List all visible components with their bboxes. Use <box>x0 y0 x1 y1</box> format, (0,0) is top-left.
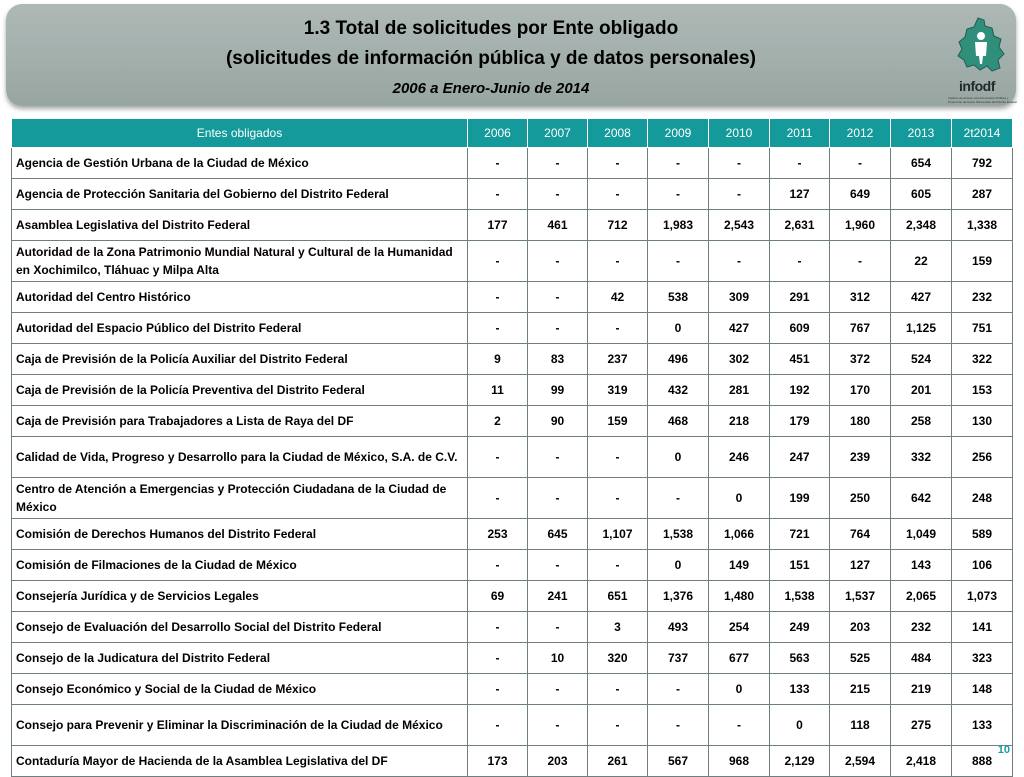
infodf-logo <box>942 16 1020 108</box>
value-cell: 159 <box>952 241 1013 282</box>
column-header-year: 2013 <box>891 119 952 148</box>
table-row <box>12 179 1013 210</box>
value-cell: 605 <box>891 179 952 210</box>
value-cell: 302 <box>709 344 770 375</box>
table-row <box>12 478 1013 519</box>
value-cell: - <box>468 179 528 210</box>
table-row <box>12 148 1013 179</box>
value-cell: 241 <box>528 581 588 612</box>
value-cell: 319 <box>588 375 648 406</box>
value-cell: 645 <box>528 519 588 550</box>
value-cell: - <box>648 478 709 519</box>
value-cell: 524 <box>891 344 952 375</box>
value-cell: 484 <box>891 643 952 674</box>
value-cell: 291 <box>770 282 830 313</box>
value-cell: 538 <box>648 282 709 313</box>
value-cell: 721 <box>770 519 830 550</box>
table-row <box>12 282 1013 313</box>
value-cell: 9 <box>468 344 528 375</box>
column-header-year: 2012 <box>830 119 891 148</box>
value-cell: - <box>528 313 588 344</box>
value-cell: 767 <box>830 313 891 344</box>
value-cell: 2 <box>468 406 528 437</box>
value-cell: - <box>648 179 709 210</box>
value-cell: 246 <box>709 437 770 478</box>
value-cell: - <box>528 148 588 179</box>
value-cell: - <box>468 313 528 344</box>
value-cell: 1,066 <box>709 519 770 550</box>
value-cell: - <box>468 241 528 282</box>
value-cell: 525 <box>830 643 891 674</box>
value-cell: 2,418 <box>891 746 952 777</box>
value-cell: 90 <box>528 406 588 437</box>
table-row <box>12 705 1013 746</box>
value-cell: 10 <box>528 643 588 674</box>
value-cell: 141 <box>952 612 1013 643</box>
value-cell: - <box>709 705 770 746</box>
value-cell: 215 <box>830 674 891 705</box>
value-cell: 1,049 <box>891 519 952 550</box>
value-cell: 654 <box>891 148 952 179</box>
value-cell: 149 <box>709 550 770 581</box>
mexico-city-map-icon <box>954 16 1010 76</box>
value-cell: 201 <box>891 375 952 406</box>
value-cell: - <box>709 148 770 179</box>
table-row <box>12 241 1013 282</box>
value-cell: 0 <box>709 674 770 705</box>
value-cell: - <box>648 241 709 282</box>
value-cell: 1,376 <box>648 581 709 612</box>
value-cell: 1,538 <box>648 519 709 550</box>
value-cell: 496 <box>648 344 709 375</box>
value-cell: 764 <box>830 519 891 550</box>
value-cell: - <box>468 643 528 674</box>
value-cell: 609 <box>770 313 830 344</box>
table-body <box>12 148 1013 777</box>
table-row <box>12 344 1013 375</box>
value-cell: 69 <box>468 581 528 612</box>
table-row <box>12 643 1013 674</box>
value-cell: 237 <box>588 344 648 375</box>
value-cell: 170 <box>830 375 891 406</box>
entity-name-cell: Consejería Jurídica y de Servicios Legales <box>12 581 468 612</box>
value-cell: - <box>588 478 648 519</box>
value-cell: 2,631 <box>770 210 830 241</box>
value-cell: 1,125 <box>891 313 952 344</box>
value-cell: - <box>528 179 588 210</box>
value-cell: 106 <box>952 550 1013 581</box>
value-cell: 0 <box>648 437 709 478</box>
value-cell: 2,348 <box>891 210 952 241</box>
column-header-year: 2009 <box>648 119 709 148</box>
value-cell: 332 <box>891 437 952 478</box>
value-cell: 451 <box>770 344 830 375</box>
value-cell: 1,537 <box>830 581 891 612</box>
value-cell: 427 <box>891 282 952 313</box>
value-cell: 250 <box>830 478 891 519</box>
value-cell: 258 <box>891 406 952 437</box>
value-cell: - <box>528 612 588 643</box>
value-cell: 1,480 <box>709 581 770 612</box>
value-cell: - <box>830 148 891 179</box>
entity-name-cell: Caja de Previsión de la Policía Preventiva del Distrito Federal <box>12 375 468 406</box>
requests-table <box>11 118 1013 777</box>
value-cell: - <box>528 437 588 478</box>
value-cell: 468 <box>648 406 709 437</box>
value-cell: - <box>648 148 709 179</box>
value-cell: 153 <box>952 375 1013 406</box>
value-cell: 567 <box>648 746 709 777</box>
value-cell: 287 <box>952 179 1013 210</box>
value-cell: 218 <box>709 406 770 437</box>
table-row <box>12 375 1013 406</box>
column-header-year: 2010 <box>709 119 770 148</box>
entity-name-cell: Consejo para Prevenir y Eliminar la Discriminación de la Ciudad de México <box>12 705 468 746</box>
value-cell: 248 <box>952 478 1013 519</box>
table-row <box>12 406 1013 437</box>
value-cell: 232 <box>952 282 1013 313</box>
value-cell: - <box>468 550 528 581</box>
value-cell: 256 <box>952 437 1013 478</box>
value-cell: - <box>528 478 588 519</box>
value-cell: - <box>830 241 891 282</box>
value-cell: 199 <box>770 478 830 519</box>
value-cell: 1,960 <box>830 210 891 241</box>
value-cell: 320 <box>588 643 648 674</box>
value-cell: 312 <box>830 282 891 313</box>
value-cell: - <box>709 241 770 282</box>
value-cell: 589 <box>952 519 1013 550</box>
value-cell: 143 <box>891 550 952 581</box>
value-cell: - <box>528 550 588 581</box>
value-cell: 888 <box>952 746 1013 777</box>
table-row <box>12 746 1013 777</box>
entity-name-cell: Consejo Económico y Social de la Ciudad de México <box>12 674 468 705</box>
value-cell: 133 <box>952 705 1013 746</box>
value-cell: 148 <box>952 674 1013 705</box>
value-cell: 249 <box>770 612 830 643</box>
value-cell: 372 <box>830 344 891 375</box>
value-cell: 173 <box>468 746 528 777</box>
value-cell: - <box>468 437 528 478</box>
value-cell: - <box>588 705 648 746</box>
value-cell: 151 <box>770 550 830 581</box>
value-cell: 649 <box>830 179 891 210</box>
value-cell: 3 <box>588 612 648 643</box>
entity-name-cell: Autoridad del Centro Histórico <box>12 282 468 313</box>
table-row <box>12 437 1013 478</box>
value-cell: - <box>468 148 528 179</box>
page-title: 1.3 Total de solicitudes por Ente obligado <box>303 18 679 39</box>
value-cell: 1,073 <box>952 581 1013 612</box>
value-cell: 0 <box>648 313 709 344</box>
value-cell: 177 <box>468 210 528 241</box>
value-cell: - <box>588 437 648 478</box>
value-cell: - <box>468 612 528 643</box>
value-cell: 323 <box>952 643 1013 674</box>
value-cell: 127 <box>830 550 891 581</box>
value-cell: - <box>588 179 648 210</box>
value-cell: 1,538 <box>770 581 830 612</box>
title-banner <box>6 4 1016 106</box>
value-cell: 493 <box>648 612 709 643</box>
value-cell: 677 <box>709 643 770 674</box>
value-cell: 1,107 <box>588 519 648 550</box>
entity-name-cell: Comisión de Filmaciones de la Ciudad de México <box>12 550 468 581</box>
value-cell: 130 <box>952 406 1013 437</box>
value-cell: 2,594 <box>830 746 891 777</box>
value-cell: 309 <box>709 282 770 313</box>
value-cell: 239 <box>830 437 891 478</box>
value-cell: 461 <box>528 210 588 241</box>
value-cell: 432 <box>648 375 709 406</box>
entity-name-cell: Autoridad del Espacio Público del Distrito Federal <box>12 313 468 344</box>
value-cell: - <box>528 282 588 313</box>
page-subtitle: (solicitudes de información pública y de datos personales) <box>225 48 756 69</box>
value-cell: 22 <box>891 241 952 282</box>
entity-name-cell: Consejo de la Judicatura del Distrito Federal <box>12 643 468 674</box>
value-cell: - <box>588 674 648 705</box>
entity-name-cell: Caja de Previsión para Trabajadores a Lista de Raya del DF <box>12 406 468 437</box>
value-cell: 968 <box>709 746 770 777</box>
entity-name-cell: Agencia de Gestión Urbana de la Ciudad de México <box>12 148 468 179</box>
value-cell: 0 <box>709 478 770 519</box>
value-cell: 0 <box>648 550 709 581</box>
value-cell: 737 <box>648 643 709 674</box>
value-cell: 281 <box>709 375 770 406</box>
value-cell: 247 <box>770 437 830 478</box>
value-cell: 203 <box>830 612 891 643</box>
value-cell: 159 <box>588 406 648 437</box>
value-cell: 427 <box>709 313 770 344</box>
value-cell: - <box>588 313 648 344</box>
value-cell: 2,543 <box>709 210 770 241</box>
value-cell: 0 <box>770 705 830 746</box>
value-cell: - <box>588 241 648 282</box>
entity-name-cell: Contaduría Mayor de Hacienda de la Asamblea Legislativa del DF <box>12 746 468 777</box>
value-cell: 642 <box>891 478 952 519</box>
value-cell: 232 <box>891 612 952 643</box>
value-cell: - <box>588 550 648 581</box>
value-cell: 712 <box>588 210 648 241</box>
column-header-entity: Entes obligados <box>12 119 468 148</box>
value-cell: - <box>709 179 770 210</box>
logo-caption: Instituto de Acceso a la Información Pública y Protección de Datos Personales del Distrito Federal <box>948 96 1017 104</box>
value-cell: 180 <box>830 406 891 437</box>
value-cell: 1,983 <box>648 210 709 241</box>
entity-name-cell: Agencia de Protección Sanitaria del Gobierno del Distrito Federal <box>12 179 468 210</box>
value-cell: - <box>468 674 528 705</box>
table-row <box>12 581 1013 612</box>
column-header-year: 2t2014 <box>952 119 1013 148</box>
value-cell: 651 <box>588 581 648 612</box>
table-row <box>12 674 1013 705</box>
logo-wordmark: infodf <box>959 78 995 94</box>
value-cell: 99 <box>528 375 588 406</box>
value-cell: 275 <box>891 705 952 746</box>
entity-name-cell: Caja de Previsión de la Policía Auxiliar del Distrito Federal <box>12 344 468 375</box>
value-cell: - <box>770 241 830 282</box>
column-header-year: 2006 <box>468 119 528 148</box>
value-cell: 563 <box>770 643 830 674</box>
value-cell: 751 <box>952 313 1013 344</box>
entity-name-cell: Calidad de Vida, Progreso y Desarrollo para la Ciudad de México, S.A. de C.V. <box>12 437 468 478</box>
value-cell: 2,065 <box>891 581 952 612</box>
table-header-row <box>12 119 1013 148</box>
entity-name-cell: Autoridad de la Zona Patrimonio Mundial Natural y Cultural de la Humanidad en Xochimilco, Tláhuac y Milpa Alta <box>12 241 468 282</box>
entity-name-cell: Consejo de Evaluación del Desarrollo Social del Distrito Federal <box>12 612 468 643</box>
value-cell: - <box>468 478 528 519</box>
entity-name-cell: Comisión de Derechos Humanos del Distrito Federal <box>12 519 468 550</box>
value-cell: - <box>528 674 588 705</box>
period-label: 2006 a Enero-Junio de 2014 <box>392 80 590 97</box>
column-header-year: 2007 <box>528 119 588 148</box>
column-header-year: 2008 <box>588 119 648 148</box>
value-cell: 792 <box>952 148 1013 179</box>
value-cell: 192 <box>770 375 830 406</box>
value-cell: 254 <box>709 612 770 643</box>
value-cell: 1,338 <box>952 210 1013 241</box>
column-header-year: 2011 <box>770 119 830 148</box>
value-cell: - <box>528 705 588 746</box>
value-cell: - <box>648 705 709 746</box>
value-cell: - <box>588 148 648 179</box>
value-cell: 42 <box>588 282 648 313</box>
table-row <box>12 519 1013 550</box>
value-cell: 261 <box>588 746 648 777</box>
value-cell: 179 <box>770 406 830 437</box>
value-cell: - <box>648 674 709 705</box>
value-cell: 203 <box>528 746 588 777</box>
entity-name-cell: Asamblea Legislativa del Distrito Federal <box>12 210 468 241</box>
value-cell: 11 <box>468 375 528 406</box>
value-cell: 83 <box>528 344 588 375</box>
value-cell: 133 <box>770 674 830 705</box>
entity-name-cell: Centro de Atención a Emergencias y Protección Ciudadana de la Ciudad de México <box>12 478 468 519</box>
value-cell: 2,129 <box>770 746 830 777</box>
table-row <box>12 550 1013 581</box>
value-cell: 118 <box>830 705 891 746</box>
table-row <box>12 612 1013 643</box>
value-cell: 219 <box>891 674 952 705</box>
value-cell: 127 <box>770 179 830 210</box>
table-row <box>12 210 1013 241</box>
page-number: 10 <box>997 744 1010 756</box>
value-cell: 253 <box>468 519 528 550</box>
value-cell: - <box>770 148 830 179</box>
value-cell: 322 <box>952 344 1013 375</box>
value-cell: - <box>528 241 588 282</box>
value-cell: - <box>468 282 528 313</box>
table-row <box>12 313 1013 344</box>
value-cell: - <box>468 705 528 746</box>
